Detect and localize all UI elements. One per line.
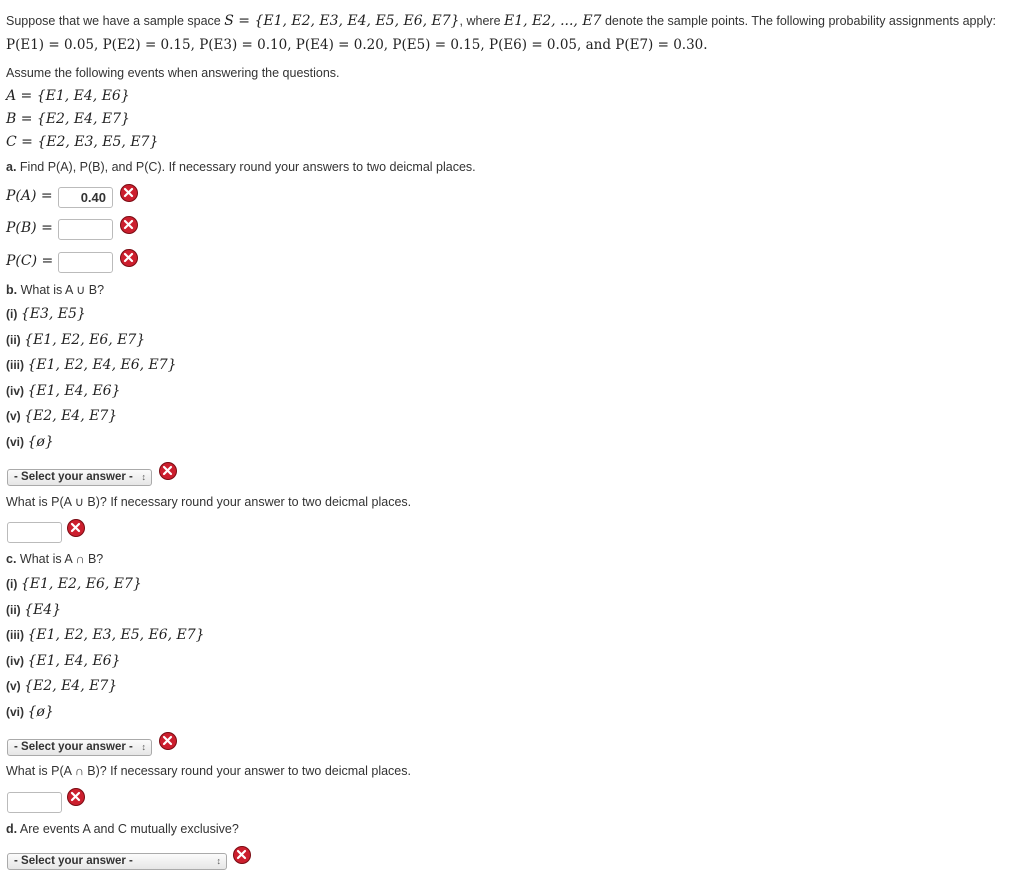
option-label: (vi) <box>6 435 24 449</box>
part-b-prob-input[interactable] <box>7 522 62 543</box>
select-value: - Select your answer - <box>14 741 133 753</box>
intro-assign: denote the sample points. The following probability assignments apply: <box>604 14 996 28</box>
part-a-text: Find P(A), P(B), and P(C). If necessary round your answers to two deicmal places. <box>19 160 476 174</box>
part-b-question <box>6 282 104 297</box>
pa-incorrect-icon <box>120 184 138 202</box>
event-c: C = {E2, E3, E5, E7} <box>6 134 159 150</box>
option-label: (v) <box>6 679 21 693</box>
sample-points: E1, E2, ..., E7 <box>504 13 602 29</box>
part-c-option <box>6 704 54 720</box>
option-label: (v) <box>6 409 21 423</box>
option-label: (ii) <box>6 333 21 347</box>
part-c-option <box>6 602 61 618</box>
option-label: (vi) <box>6 705 24 719</box>
option-label: (iii) <box>6 358 24 372</box>
pc-input[interactable] <box>58 252 113 273</box>
part-c-answer-select[interactable] <box>7 739 152 756</box>
part-b-prob-question: What is P(A ∪ B)? If necessary round your answer to two deicmal places. <box>6 495 412 509</box>
select-arrows-icon: ↕ <box>141 742 146 752</box>
part-a-letter: a. <box>6 160 17 174</box>
select-arrows-icon: ↕ <box>216 856 221 866</box>
option-set: {ø} <box>27 434 54 450</box>
option-label: (iii) <box>6 628 24 642</box>
option-set: {E1, E2, E6, E7} <box>20 576 142 592</box>
part-d-letter: d. <box>6 822 18 836</box>
part-c-option <box>6 576 142 592</box>
part-c-text: What is A ∩ B? <box>19 552 104 566</box>
part-b-option <box>6 357 177 373</box>
part-b-text: What is A ∪ B? <box>20 283 105 297</box>
option-label: (iv) <box>6 654 24 668</box>
pc-label: P(C) = <box>6 253 54 269</box>
option-set: {E1, E2, E6, E7} <box>24 332 146 348</box>
part-d-select-incorrect-icon <box>233 846 251 864</box>
pc-incorrect-icon <box>120 249 138 267</box>
option-label: (i) <box>6 307 18 321</box>
intro-text: Suppose that we have a sample space <box>6 14 221 28</box>
part-c-prob-input[interactable] <box>7 792 62 813</box>
pb-incorrect-icon <box>120 216 138 234</box>
select-value: - Select your answer - <box>14 471 133 483</box>
part-b-select-incorrect-icon <box>159 462 177 480</box>
pb-label: P(B) = <box>6 220 53 236</box>
part-c-question <box>6 552 103 566</box>
part-b-option <box>6 434 54 450</box>
event-a: A = {E1, E4, E6} <box>6 88 130 104</box>
part-b-prob-incorrect-icon <box>67 519 85 537</box>
part-c-option <box>6 678 117 694</box>
option-label: (ii) <box>6 603 21 617</box>
option-set: {E1, E4, E6} <box>27 653 121 669</box>
option-set: {E2, E4, E7} <box>24 678 118 694</box>
pa-label: P(A) = <box>6 188 53 204</box>
part-a-question <box>6 160 476 174</box>
option-set: {E1, E2, E3, E5, E6, E7} <box>27 627 205 643</box>
part-b-letter: b. <box>6 283 18 297</box>
part-b-option <box>6 383 120 399</box>
part-c-option <box>6 627 205 643</box>
part-c-option <box>6 653 120 669</box>
part-b-option <box>6 408 117 424</box>
option-set: {E4} <box>24 602 62 618</box>
part-d-question <box>6 822 239 836</box>
part-b-answer-select[interactable] <box>7 469 152 486</box>
select-value: - Select your answer - <box>14 855 133 867</box>
part-c-select-incorrect-icon <box>159 732 177 750</box>
events-intro: Assume the following events when answering the questions. <box>6 66 340 80</box>
select-arrows-icon: ↕ <box>141 472 146 482</box>
part-d-answer-select[interactable] <box>7 853 227 870</box>
option-set: {E2, E4, E7} <box>24 408 118 424</box>
option-set: {E3, E5} <box>20 306 86 322</box>
part-b-option <box>6 332 145 348</box>
event-b: B = {E2, E4, E7} <box>6 111 130 127</box>
pa-input[interactable]: 0.40 <box>58 187 113 208</box>
probability-assignments: P(E1) = 0.05, P(E2) = 0.15, P(E3) = 0.10, P(E4) = 0.20, P(E5) = 0.15, P(E6) = 0.05, and P(E7) = 0.30. <box>6 37 708 53</box>
sample-space: S = {E1, E2, E3, E4, E5, E6, E7} <box>224 13 460 29</box>
intro-line-1 <box>6 13 996 29</box>
option-label: (iv) <box>6 384 24 398</box>
option-set: {E1, E2, E4, E6, E7} <box>27 357 177 373</box>
part-d-text: Are events A and C mutually exclusive? <box>19 822 239 836</box>
part-b-option <box>6 306 86 322</box>
option-set: {E1, E4, E6} <box>27 383 121 399</box>
pb-input[interactable] <box>58 219 113 240</box>
option-set: {ø} <box>27 704 54 720</box>
part-c-prob-incorrect-icon <box>67 788 85 806</box>
intro-where: , where <box>459 14 501 28</box>
part-c-prob-question: What is P(A ∩ B)? If necessary round your answer to two deicmal places. <box>6 764 411 778</box>
option-label: (i) <box>6 577 18 591</box>
part-c-letter: c. <box>6 552 17 566</box>
